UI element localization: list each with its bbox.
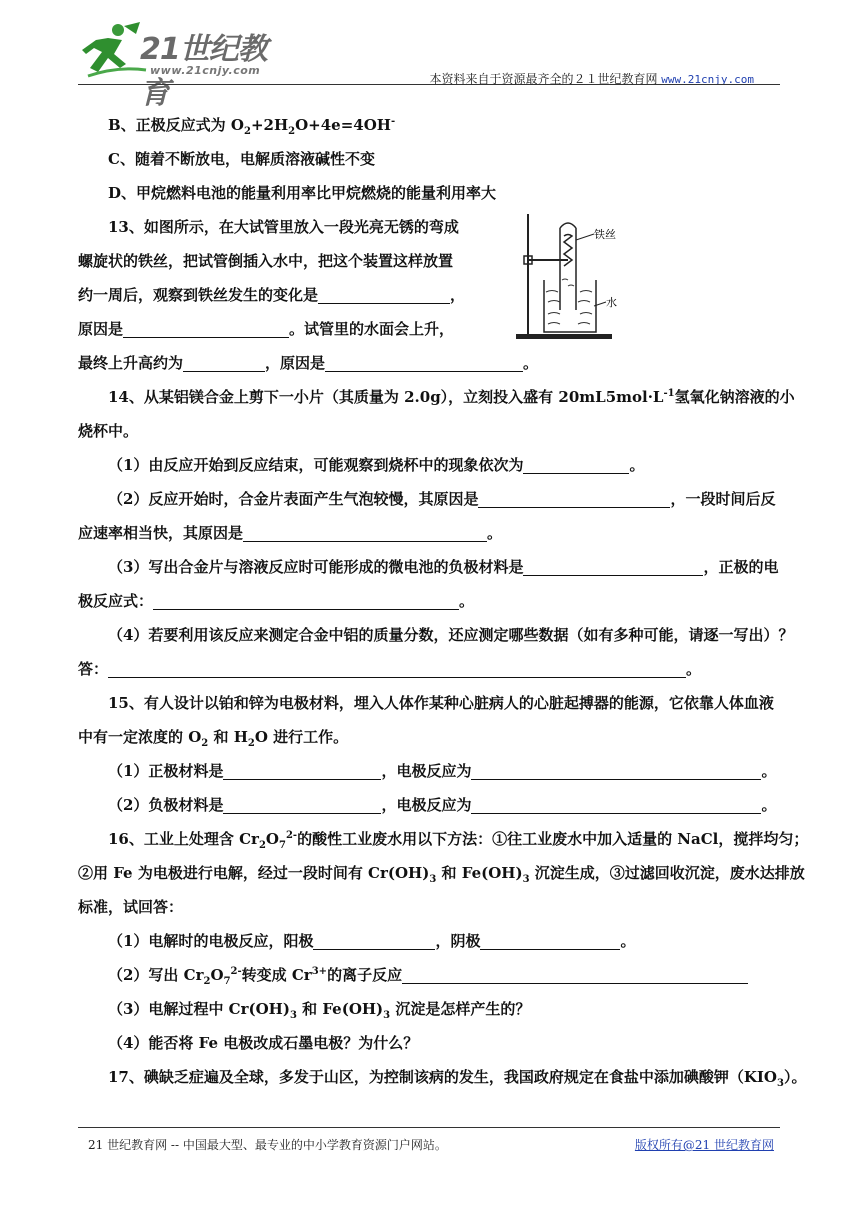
answer-blank[interactable]	[523, 453, 629, 474]
q14-line-2: 烧杯中。	[78, 422, 139, 440]
footer-site-description: 21 世纪教育网 -- 中国最大型、最专业的中小学教育资源门户网站。	[88, 1138, 447, 1152]
q15-sub-1: （1）正极材料是 ，电极反应为 。	[78, 754, 776, 788]
label-water: 水	[606, 296, 617, 309]
q14-answer: 答： 。	[78, 652, 701, 686]
option-d: D、甲烷燃料电池的能量利用率比甲烷燃烧的能量利用率大	[108, 184, 497, 202]
answer-blank[interactable]	[153, 589, 459, 610]
q17-line-1: 17、碘缺乏症遍及全球，多发于山区，为控制该病的发生，我国政府规定在食盐中添加碘酸钾$(KIO_3)$。	[108, 1068, 807, 1089]
test-tube-apparatus-diagram	[510, 210, 650, 342]
q13-line-2: 螺旋状的铁丝，把试管倒插入水中，把这个装置这样放置	[78, 252, 454, 270]
answer-blank[interactable]	[402, 963, 748, 984]
answer-blank[interactable]	[223, 759, 381, 780]
q14-sub-2-cont: 应速率相当快，其原因是 。	[78, 516, 502, 550]
answer-blank[interactable]	[471, 759, 761, 780]
answer-blank[interactable]	[183, 351, 265, 372]
q13-line-4: 原因是 。试管里的水面会上升，	[78, 312, 454, 346]
q16-line-2: ②用 Fe 为电极进行电解，经过一段时间有 $Cr(OH)_3$ 和 $Fe(OH)_3$ 沉淀生成，③过滤回收沉淀，废水达排放	[78, 864, 805, 885]
q15-line-2: 中有一定浓度的 $O_2$ 和 $H_2O$ 进行工作。	[78, 728, 349, 749]
q13-line-5: 最终上升高约为 ，原因是 。	[78, 346, 538, 380]
answer-blank[interactable]	[123, 317, 289, 338]
q14-sub-4: （4）若要利用该反应来测定合金中铝的质量分数，还应测定哪些数据（如有多种可能，请逐一写出）？	[108, 626, 794, 644]
answer-blank[interactable]	[480, 929, 620, 950]
site-logo[interactable]	[78, 20, 288, 111]
page-header	[78, 20, 780, 111]
header-note-link[interactable]: www.21cnjy.com	[661, 73, 754, 86]
q16-sub-2: （2）写出 $Cr_2O_7^{2-}$转变成 $Cr^{3+}$的离子反应	[78, 958, 748, 992]
answer-blank[interactable]	[223, 793, 381, 814]
option-b: B、正极反应式为 $O_2+2H_2O+4e=4OH^-$	[108, 116, 396, 137]
label-iron-wire: 铁丝	[594, 228, 616, 241]
q16-line-3: 标准，试回答：	[78, 898, 184, 916]
q16-sub-1: （1）电解时的电极反应，阳极 ，阴极 。	[78, 924, 635, 958]
q15-line-1: 15、有人设计以铂和锌为电极材料，埋入人体作某种心脏病人的心脏起搏器的能源，它依靠人体血液	[108, 694, 774, 712]
q13-line-1: 13、如图所示，在大试管里放入一段光亮无锈的弯成	[108, 218, 459, 236]
answer-blank[interactable]	[108, 657, 686, 678]
q13-line-3: 约一周后，观察到铁丝发生的变化是 ，	[78, 278, 465, 312]
header-divider	[78, 84, 780, 85]
answer-blank[interactable]	[318, 283, 450, 304]
q14-sub-3: （3）写出合金片与溶液反应时可能形成的微电池的负极材料是 ，正极的电	[78, 550, 778, 584]
header-note-text: 本资料来自于资源最齐全的２１世纪教育网	[429, 72, 658, 86]
q14-sub-2: （2）反应开始时，合金片表面产生气泡较慢，其原因是 ，一段时间后反	[78, 482, 775, 516]
answer-blank[interactable]	[523, 555, 703, 576]
runner-logo-icon	[78, 20, 148, 82]
answer-blank[interactable]	[478, 487, 670, 508]
q14-line-1: 14、从某铝镁合金上剪下一小片（其质量为 2.0g），立刻投入盛有 $20mL5mol\cdot L^{-1}$氢氧化钠溶液的小	[108, 388, 795, 406]
option-c: C、随着不断放电，电解质溶液碱性不变	[108, 150, 375, 168]
q16-line-1: 16、工业上处理含 $Cr_2O_7^{2-}$的酸性工业废水用以下方法：①往工业废水中加入适量的 NaCl，搅拌均匀；	[108, 830, 809, 851]
apparatus-figure	[510, 210, 650, 342]
q16-sub-3: （3）电解过程中 $Cr(OH)_3$ 和 $Fe(OH)_3$ 沉淀是怎样产生的？	[108, 1000, 531, 1021]
logo-url: www.21cnjy.com	[150, 64, 261, 77]
answer-blank[interactable]	[325, 351, 523, 372]
footer-divider	[78, 1127, 780, 1128]
footer-copyright-link[interactable]: 版权所有@21 世纪教育网	[634, 1138, 774, 1152]
answer-blank[interactable]	[313, 929, 435, 950]
q14-sub-3-cont: 极反应式： 。	[78, 584, 474, 618]
answer-blank[interactable]	[471, 793, 761, 814]
answer-blank[interactable]	[243, 521, 487, 542]
q14-sub-1: （1）由反应开始到反应结束，可能观察到烧杯中的现象依次为 。	[78, 448, 644, 482]
q15-sub-2: （2）负极材料是 ，电极反应为 。	[78, 788, 776, 822]
q16-sub-4: （4）能否将 Fe 电极改成石墨电极？为什么？	[108, 1034, 419, 1052]
logo-text: 21世纪教育	[140, 32, 267, 111]
